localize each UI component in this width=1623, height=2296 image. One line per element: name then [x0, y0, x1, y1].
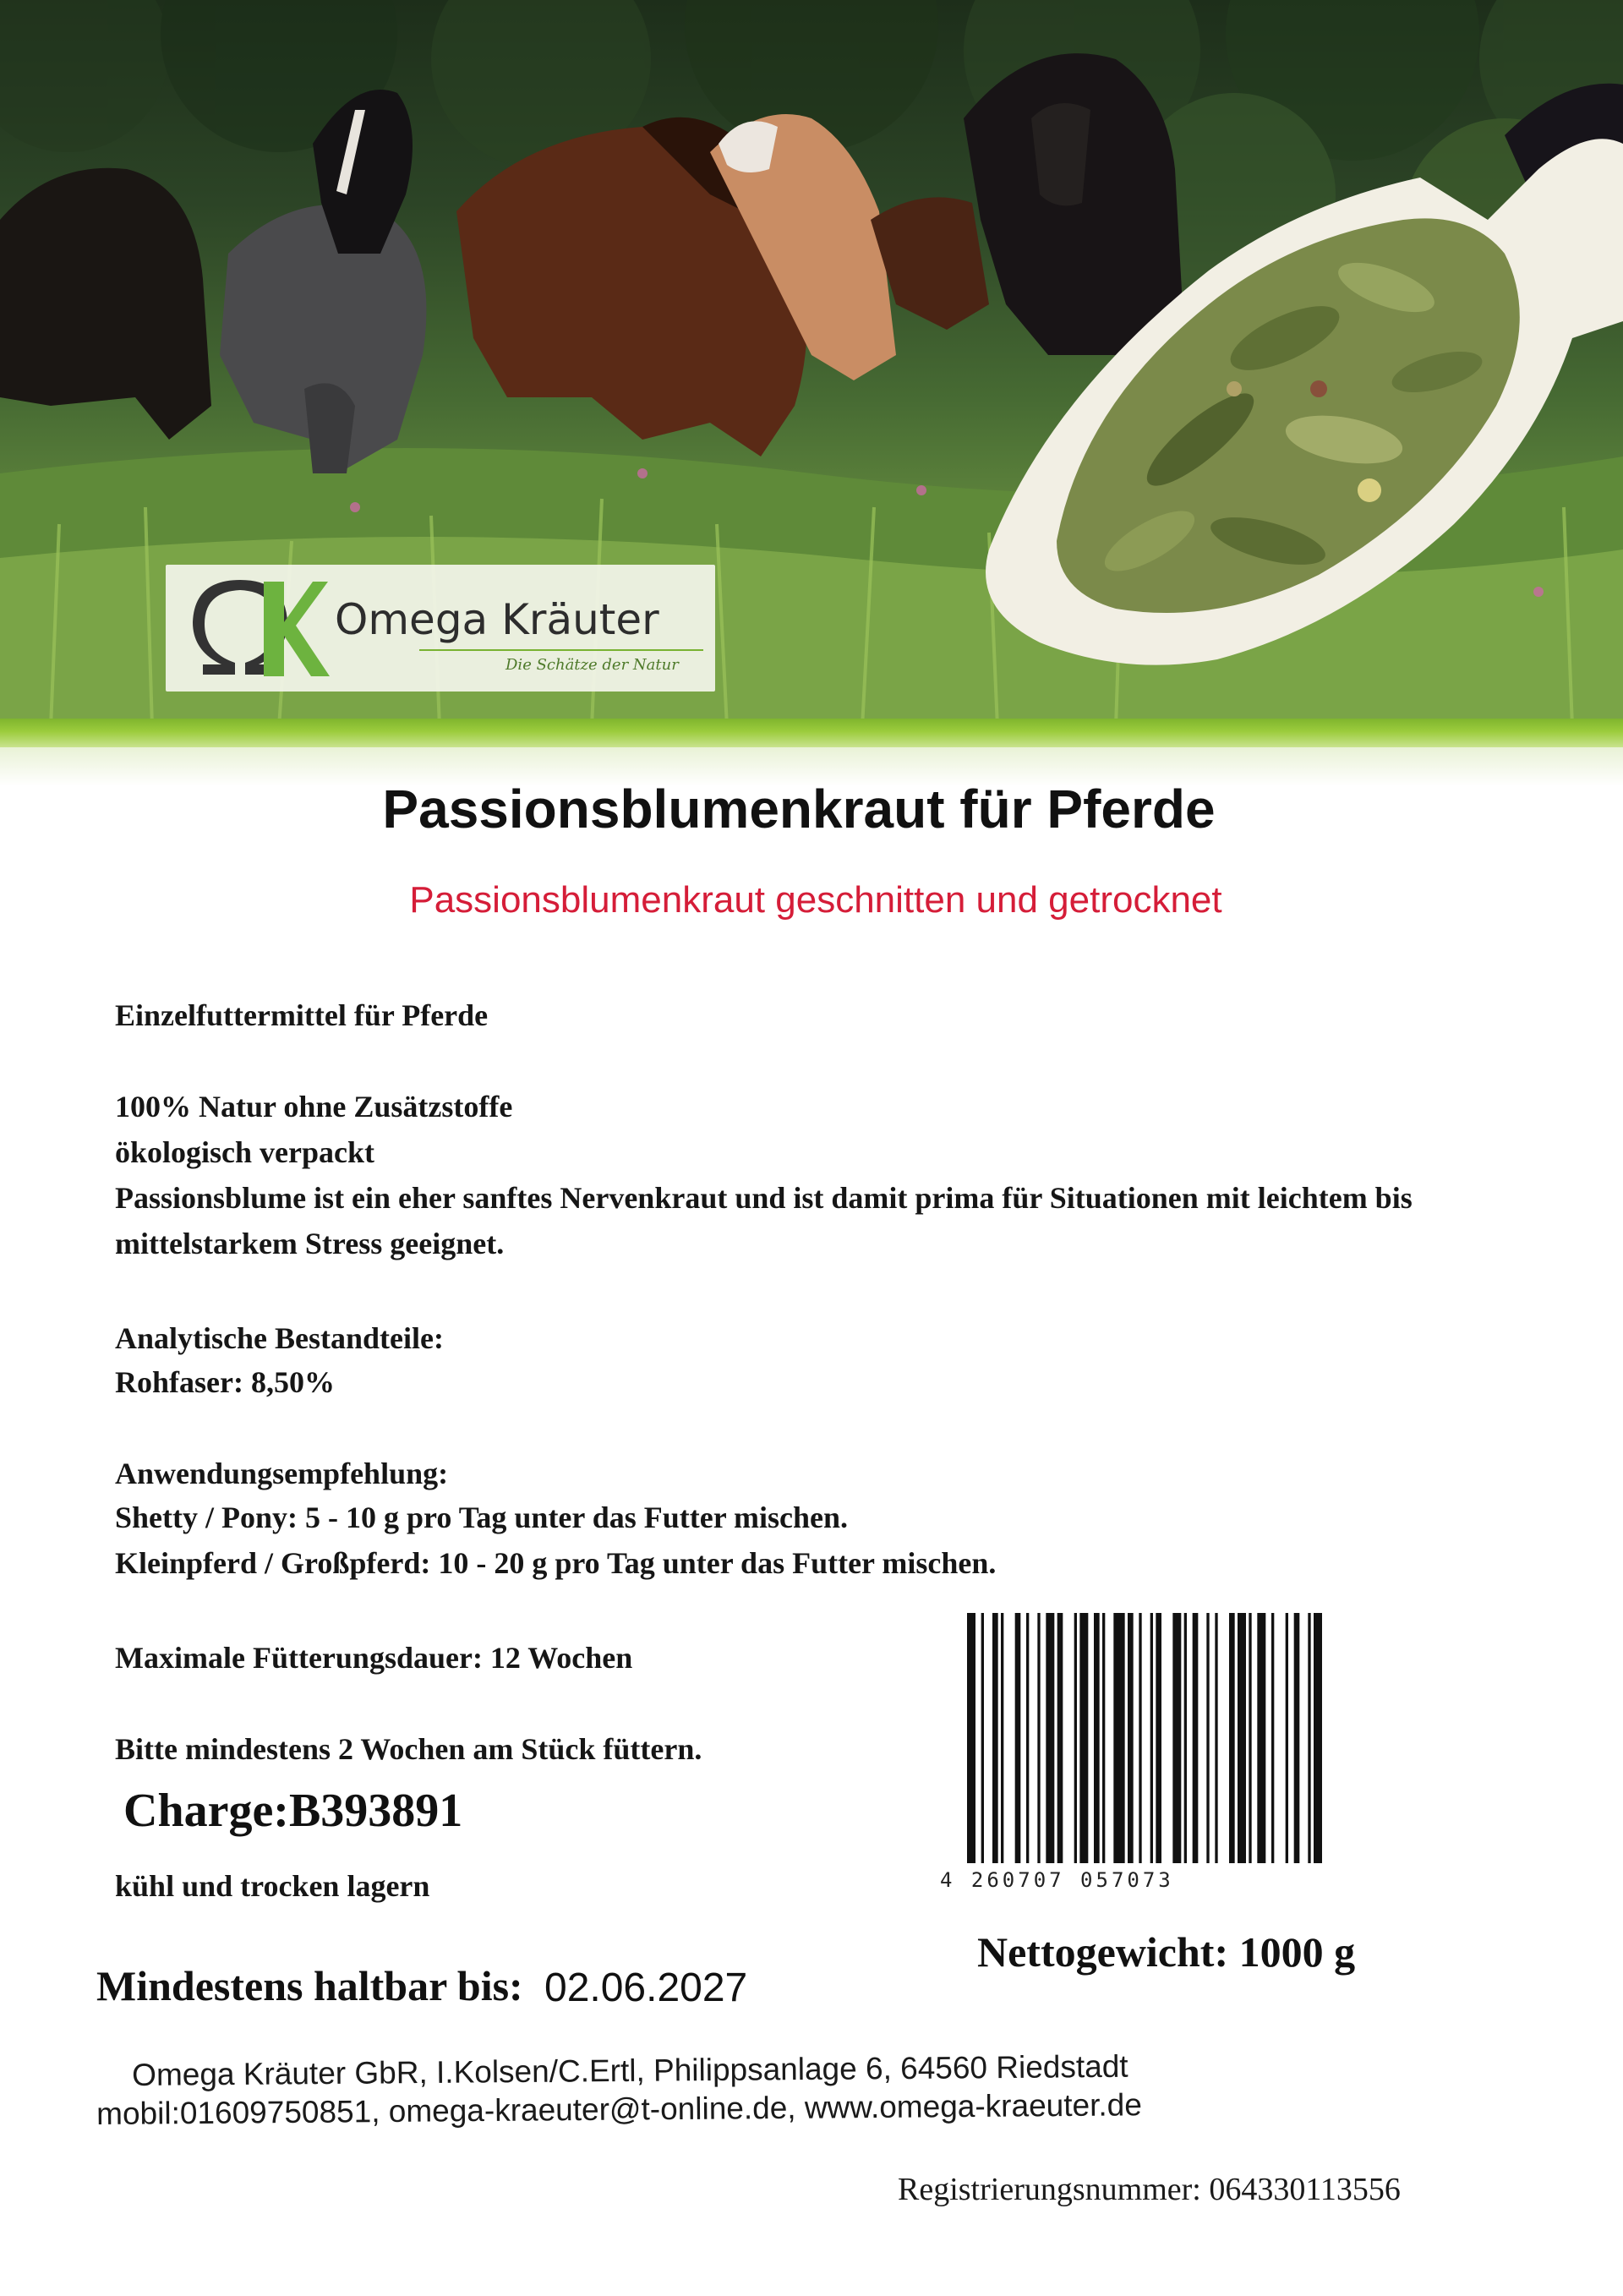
omega-k-logo-icon: [186, 575, 330, 681]
best-before-date: 02.06.2027: [544, 1965, 748, 2010]
barcode-bar: [1128, 1613, 1134, 1863]
net-weight: Nettogewicht: 1000 g: [977, 1928, 1356, 1976]
company-address: Omega Kräuter GbR, I.Kolsen/C.Ertl, Philippsanlage 6, 64560 Riedstadt: [132, 2048, 1128, 2092]
brand-name: Omega Kräuter: [335, 595, 659, 644]
barcode-bar: [1102, 1613, 1105, 1863]
analytics-fiber: Rohfaser: 8,50%: [115, 1365, 335, 1399]
packaging-line: ökologisch verpackt: [115, 1135, 375, 1169]
product-subtitle: Passionsblumenkraut geschnitten und getrocknet: [409, 879, 1222, 921]
barcode-bar: [1026, 1613, 1029, 1863]
barcode-bar: [1257, 1613, 1265, 1863]
min-duration-line: Bitte mindestens 2 Wochen am Stück füttern.: [115, 1732, 702, 1766]
barcode-bar: [1150, 1613, 1153, 1863]
barcode-bar: [1074, 1613, 1077, 1863]
barcode-bar: [1156, 1613, 1161, 1863]
usage-pony: Shetty / Pony: 5 - 10 g pro Tag unter das Futter mischen.: [115, 1501, 849, 1534]
barcode-bar: [1271, 1613, 1274, 1863]
barcode: [940, 1613, 1329, 1900]
barcode-bar: [1139, 1613, 1141, 1863]
barcode-bar: [1113, 1613, 1124, 1863]
usage-heading: Anwendungsempfehlung:: [115, 1457, 449, 1490]
barcode-bars-icon: [967, 1613, 1322, 1863]
description-line-1: Passionsblume ist ein eher sanftes Nervenkraut und ist damit prima für Situationen mit leichtem bis: [115, 1181, 1413, 1215]
storage-line: kühl und trocken lagern: [115, 1869, 430, 1903]
barcode-bar: [1079, 1613, 1088, 1863]
barcode-bar: [1057, 1613, 1063, 1863]
green-band: [0, 719, 1623, 747]
batch-number: Charge:B393891: [123, 1785, 463, 1837]
usage-horse: Kleinpferd / Großpferd: 10 - 20 g pro Tag unter das Futter mischen.: [115, 1546, 997, 1580]
barcode-bar: [992, 1613, 998, 1863]
barcode-bar: [1046, 1613, 1054, 1863]
barcode-bar: [1184, 1613, 1187, 1863]
registration-number: Registrierungsnummer: 064330113556: [898, 2172, 1401, 2207]
barcode-bar: [981, 1613, 984, 1863]
feed-type-line: Einzelfuttermittel für Pferde: [115, 998, 489, 1032]
brand-underline: [419, 649, 703, 651]
barcode-bar: [1238, 1613, 1246, 1863]
barcode-bar: [1286, 1613, 1288, 1863]
barcode-bar: [1172, 1613, 1181, 1863]
barcode-bar: [1206, 1613, 1209, 1863]
barcode-bar: [1037, 1613, 1040, 1863]
barcode-bar: [1229, 1613, 1235, 1863]
barcode-bar: [1001, 1613, 1003, 1863]
barcode-bar: [1215, 1613, 1217, 1863]
barcode-bar: [967, 1613, 975, 1863]
barcode-bar: [1314, 1613, 1322, 1863]
product-title: Passionsblumenkraut für Pferde: [382, 779, 1216, 839]
natural-line: 100% Natur ohne Zusätzstoffe: [115, 1090, 513, 1123]
barcode-bar: [1249, 1613, 1251, 1863]
best-before-label: Mindestens haltbar bis:: [96, 1962, 523, 2009]
barcode-bar: [1193, 1613, 1199, 1863]
brand-tagline: Die Schätze der Natur: [505, 656, 679, 674]
barcode-bar: [1294, 1613, 1300, 1863]
barcode-bar: [1308, 1613, 1310, 1863]
analytics-heading: Analytische Bestandteile:: [115, 1321, 444, 1355]
max-duration-line: Maximale Fütterungsdauer: 12 Wochen: [115, 1641, 633, 1675]
barcode-bar: [1015, 1613, 1021, 1863]
brand-logo: [166, 565, 715, 692]
description-line-2: mittelstarkem Stress geeignet.: [115, 1227, 505, 1260]
company-contact: mobil:01609750851, omega-kraeuter@t-online.de, www.omega-kraeuter.de: [96, 2087, 1142, 2131]
barcode-digits: 4 260707 057073: [940, 1868, 1174, 1892]
barcode-bar: [1094, 1613, 1100, 1863]
